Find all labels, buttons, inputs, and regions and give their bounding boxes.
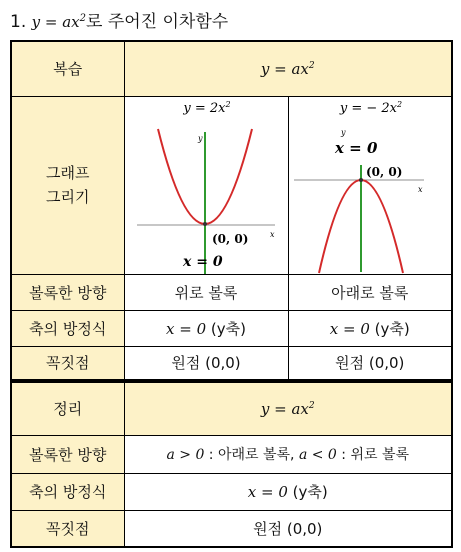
right-vertex-label: (0, 0) [365, 164, 402, 179]
summary-label: 정리 [11, 382, 124, 435]
title-number: 1. [10, 12, 27, 32]
right-y-axis-label: y [340, 127, 346, 137]
review-label: 복습 [11, 41, 124, 96]
right-vertex-point [359, 178, 363, 182]
left-graph-formula: $y = 2x^2$ [182, 99, 231, 116]
review-axis-left: x = 0 (y축) [124, 310, 288, 346]
summary-row-label: 꼭짓점 [11, 510, 124, 547]
review-convex-right: 아래로 볼록 [288, 274, 452, 310]
review-vertex-right: 원점 (0,0) [288, 346, 452, 380]
left-graph-cell [124, 96, 288, 274]
title-formula: $y = ax^2$ [31, 13, 86, 31]
right-graph-formula: y = − $2x^2$ [339, 99, 402, 116]
review-convex-left: 위로 볼록 [124, 274, 288, 310]
right-axis-equation: x = 0 [334, 138, 377, 157]
left-axis-equation: x = 0 [182, 253, 223, 270]
page-title [10, 6, 228, 35]
review-row-label: 꼭짓점 [11, 346, 124, 380]
left-vertex-point [203, 222, 207, 226]
summary-row-label: 볼록한 방향 [11, 435, 124, 473]
summary-axis: x = 0 (y축) [124, 473, 452, 510]
summary-formula: $y = ax^2$ [124, 382, 452, 435]
graph-label: 그래프 그리기 [11, 96, 124, 274]
review-vertex-left: 원점 (0,0) [124, 346, 288, 380]
review-row-label: 볼록한 방향 [11, 274, 124, 310]
review-formula: $y = ax^2$ [124, 41, 452, 96]
left-y-axis-label: y [197, 133, 203, 143]
right-graph [289, 97, 453, 274]
right-graph-cell [288, 96, 452, 274]
title-text: 로 주어진 이차함수 [86, 12, 229, 32]
left-graph [125, 97, 289, 274]
summary-table [10, 381, 453, 548]
left-vertex-label: (0, 0) [211, 231, 248, 246]
review-axis-right: x = 0 (y축) [288, 310, 452, 346]
review-table [10, 40, 453, 381]
right-x-axis-label: x [417, 184, 423, 194]
review-row-label: 축의 방정식 [11, 310, 124, 346]
summary-row-label: 축의 방정식 [11, 473, 124, 510]
left-x-axis-label: x [269, 229, 275, 239]
summary-convex: a > 0 : 아래로 볼록, a < 0 : 위로 볼록 [124, 435, 452, 473]
summary-vertex: 원점 (0,0) [124, 510, 452, 547]
